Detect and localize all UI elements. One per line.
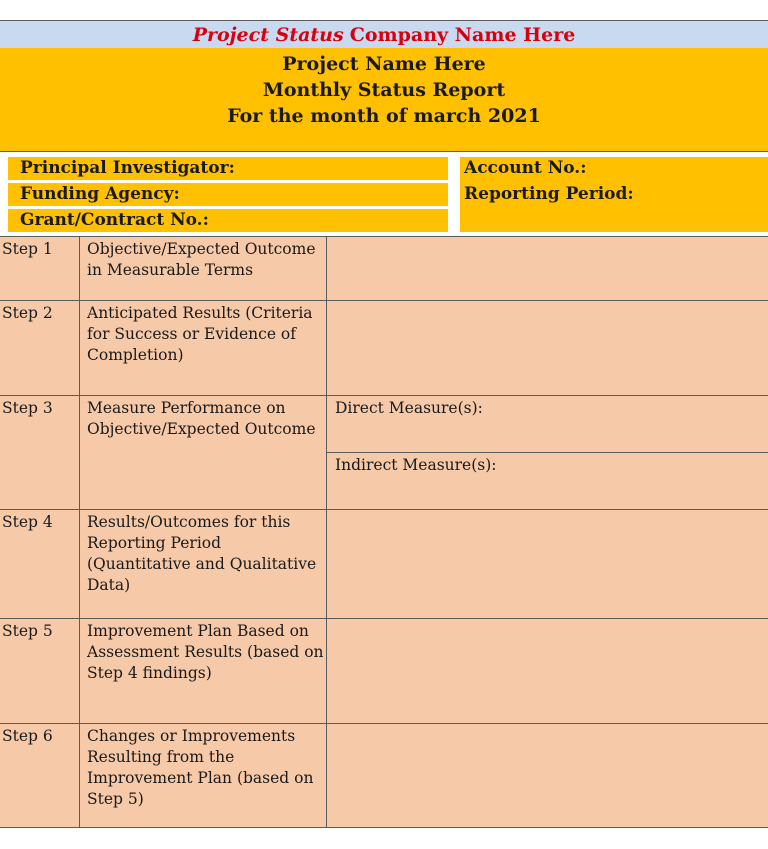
step-label: Step 3 bbox=[0, 396, 80, 510]
step-label: Step 5 bbox=[0, 619, 80, 724]
report-period-line: For the month of march 2021 bbox=[227, 105, 541, 127]
steps-table bbox=[0, 236, 768, 828]
account-no-label: Account No.: bbox=[464, 158, 587, 178]
step-label: Step 4 bbox=[0, 510, 80, 619]
table-row bbox=[0, 510, 768, 619]
step-4-value-cell[interactable] bbox=[327, 510, 768, 619]
principal-investigator-field[interactable]: Principal Investigator: bbox=[8, 157, 448, 180]
step-1-value-cell[interactable] bbox=[327, 237, 768, 301]
indirect-measures-cell[interactable]: Indirect Measure(s): bbox=[327, 453, 768, 510]
info-area bbox=[0, 153, 768, 236]
title-italic: Project Status bbox=[192, 23, 344, 46]
step-description: Objective/Expected Outcome in Measurable Terms bbox=[80, 237, 327, 301]
report-type: Monthly Status Report bbox=[262, 79, 506, 101]
step-description: Measure Performance on Objective/Expected Outcome bbox=[80, 396, 327, 510]
company-name: Company Name Here bbox=[349, 23, 576, 46]
step-label: Step 6 bbox=[0, 724, 80, 828]
title-bar bbox=[0, 20, 768, 49]
step-label: Step 1 bbox=[0, 237, 80, 301]
report-header bbox=[0, 48, 768, 152]
table-row bbox=[0, 396, 768, 453]
step-6-value-cell[interactable] bbox=[327, 724, 768, 828]
funding-agency-field[interactable]: Funding Agency: bbox=[8, 183, 448, 206]
step-2-value-cell[interactable] bbox=[327, 301, 768, 396]
step-description: Changes or Improvements Resulting from the Improvement Plan (based on Step 5) bbox=[80, 724, 327, 828]
project-name: Project Name Here bbox=[282, 53, 486, 75]
direct-measures-cell[interactable]: Direct Measure(s): bbox=[327, 396, 768, 453]
table-row bbox=[0, 724, 768, 828]
reporting-period-label: Reporting Period: bbox=[464, 184, 634, 204]
step-description: Results/Outcomes for this Reporting Period (Quantitative and Qualitative Data) bbox=[80, 510, 327, 619]
account-reporting-block[interactable] bbox=[460, 157, 768, 232]
table-row bbox=[0, 237, 768, 301]
step-description: Improvement Plan Based on Assessment Results (based on Step 4 findings) bbox=[80, 619, 327, 724]
step-label: Step 2 bbox=[0, 301, 80, 396]
step-description: Anticipated Results (Criteria for Success or Evidence of Completion) bbox=[80, 301, 327, 396]
grant-contract-field[interactable]: Grant/Contract No.: bbox=[8, 209, 448, 232]
table-row bbox=[0, 619, 768, 724]
step-5-value-cell[interactable] bbox=[327, 619, 768, 724]
table-row bbox=[0, 301, 768, 396]
